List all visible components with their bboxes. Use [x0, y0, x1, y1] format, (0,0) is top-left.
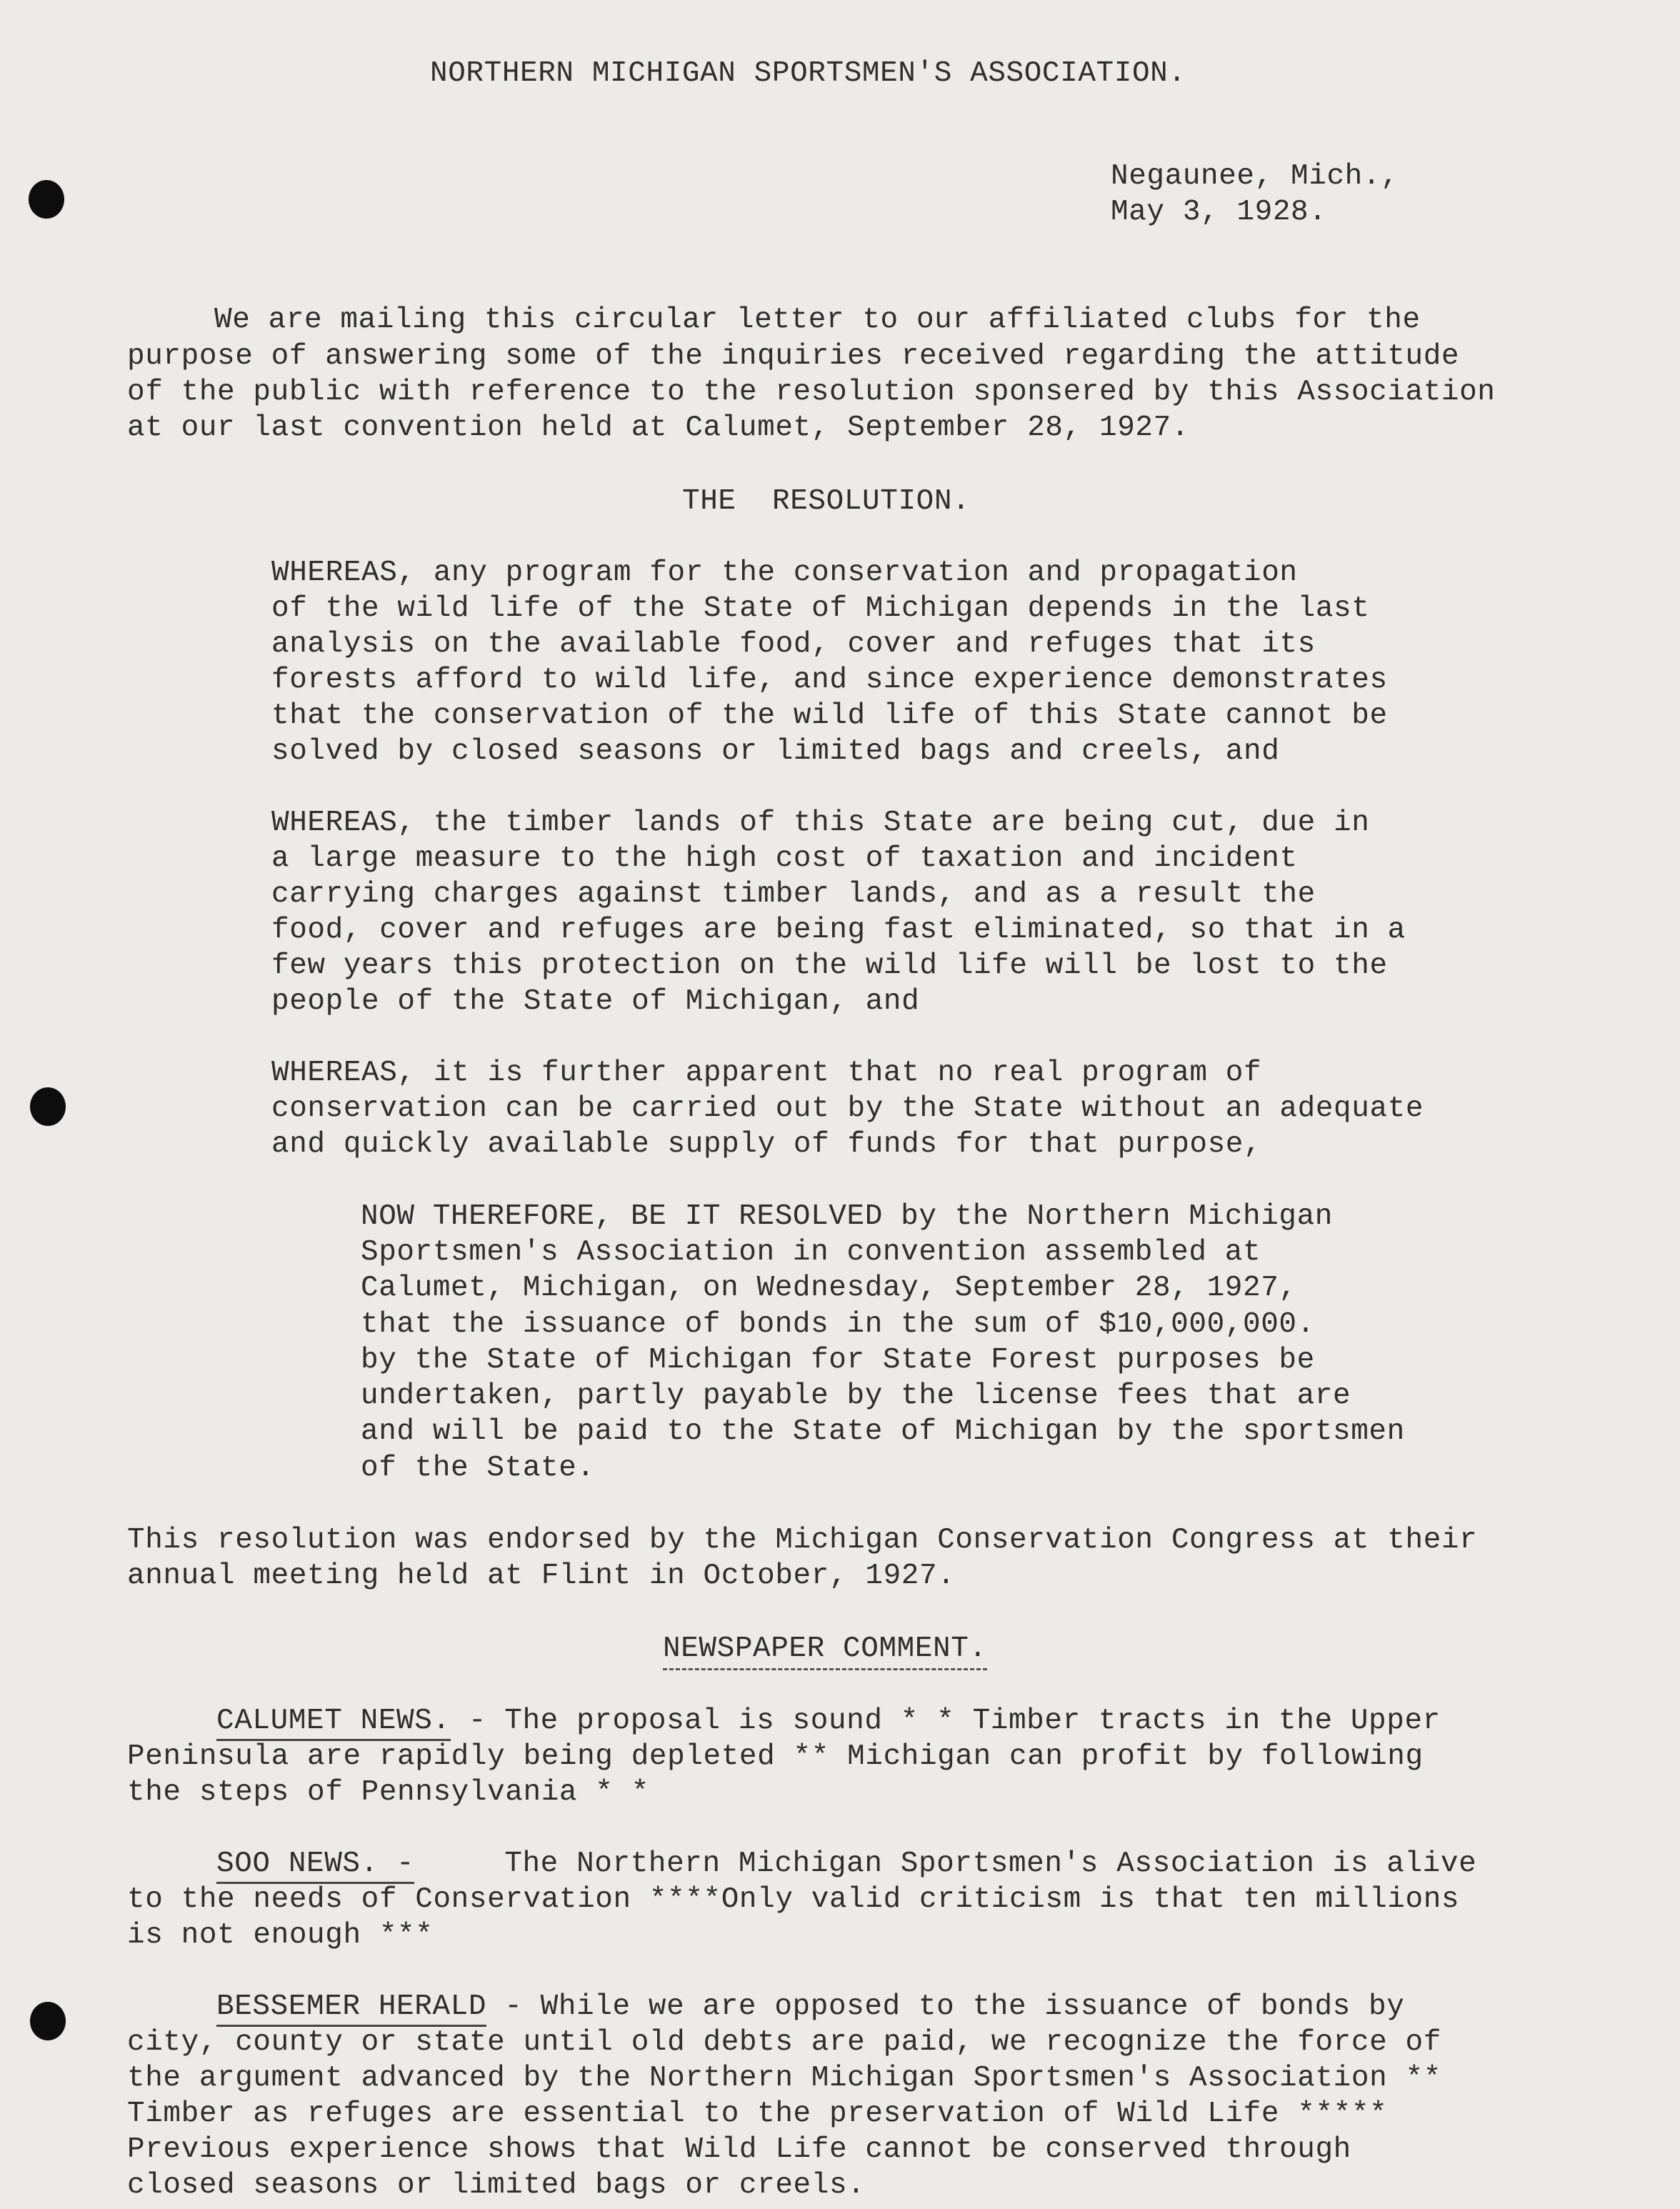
clause-line: WHEREAS, it is further apparent that no real program of [271, 1057, 1262, 1089]
newspaper-source: CALUMET NEWS. [216, 1705, 451, 1741]
comment-first-line [216, 1703, 1441, 1739]
resolved-line: NOW THEREFORE, BE IT RESOLVED by the Northern Michigan [361, 1200, 1334, 1233]
comment-line: the argument advanced by the Northern Michigan Sportsmen's Association ** [127, 2062, 1441, 2095]
comment-text: - While we are opposed to the issuance of bonds by [486, 1990, 1405, 2023]
comment-line: Previous experience shows that Wild Life cannot be conserved through [127, 2133, 1351, 2166]
letterhead: NORTHERN MICHIGAN SPORTSMEN'S ASSOCIATION. [430, 57, 1186, 90]
endorsement-line: This resolution was endorsed by the Michigan Conservation Congress at their [127, 1524, 1478, 1557]
resolution-heading: THE RESOLUTION. [682, 485, 971, 518]
comment-line: closed seasons or limited bags or creels. [127, 2169, 866, 2202]
comment-line: the steps of Pennsylvania * * [127, 1776, 649, 1809]
comment-text: - The proposal is sound * * Timber tracts in the Upper [450, 1705, 1441, 1737]
place-line: Negaunee, Mich., [1111, 160, 1399, 193]
comment-first-line [216, 1989, 1404, 2025]
resolved-line: Calumet, Michigan, on Wednesday, September 28, 1927, [361, 1272, 1297, 1305]
intro-line: of the public with reference to the resolution sponsered by this Association [127, 376, 1496, 409]
comment-line: to the needs of Conservation ****Only valid criticism is that ten millions [127, 1883, 1460, 1916]
comment-line: Timber as refuges are essential to the preservation of Wild Life ***** [127, 2098, 1388, 2130]
comment-first-line [216, 1846, 1476, 1882]
intro-line: at our last convention held at Calumet, September 28, 1927. [127, 412, 1190, 444]
resolved-line: and will be paid to the State of Michigan by the sportsmen [361, 1415, 1405, 1448]
resolved-line: that the issuance of bonds in the sum of $10,000,000. [361, 1308, 1315, 1341]
clause-line: conservation can be carried out by the State without an adequate [271, 1092, 1424, 1125]
resolved-line: of the State. [361, 1452, 595, 1485]
resolved-line: by the State of Michigan for State Forest purposes be [361, 1344, 1315, 1377]
endorsement-line: annual meeting held at Flint in October, 1927. [127, 1560, 956, 1592]
clause-line: food, cover and refuges are being fast eliminated, so that in a [271, 914, 1406, 947]
resolved-line: undertaken, partly payable by the license fees that are [361, 1380, 1351, 1412]
clause-line: that the conservation of the wild life of this State cannot be [271, 699, 1388, 732]
newspaper-source: BESSEMER HERALD [216, 1990, 486, 2027]
clause-line: WHEREAS, any program for the conservation and propagation [271, 557, 1298, 589]
clause-line: a large measure to the high cost of taxation and incident [271, 842, 1298, 875]
newspaper-source: SOO NEWS. - [216, 1848, 414, 1884]
clause-line: WHEREAS, the timber lands of this State are being cut, due in [271, 807, 1370, 839]
clause-line: few years this protection on the wild life will be lost to the [271, 949, 1388, 982]
intro-line: We are mailing this circular letter to our affiliated clubs for the [214, 304, 1421, 336]
date-line: May 3, 1928. [1111, 196, 1327, 229]
comment-line: is not enough *** [127, 1919, 434, 1952]
clause-line: of the wild life of the State of Michigan depends in the last [271, 592, 1370, 625]
clause-line: forests afford to wild life, and since experience demonstrates [271, 664, 1388, 697]
comment-line: Peninsula are rapidly being depleted ** Michigan can profit by following [127, 1740, 1424, 1773]
intro-line: purpose of answering some of the inquiries received regarding the attitude [127, 340, 1460, 373]
resolved-line: Sportsmen's Association in convention assembled at [361, 1236, 1261, 1269]
comment-text: The Northern Michigan Sportsmen's Association is alive [414, 1848, 1477, 1880]
newspaper-heading [663, 1631, 987, 1667]
punch-hole-top [29, 180, 64, 219]
comment-line: city, county or state until old debts are paid, we recognize the force of [127, 2026, 1441, 2059]
clause-line: solved by closed seasons or limited bags and creels, and [271, 735, 1280, 768]
newspaper-heading-text: NEWSPAPER COMMENT. [663, 1632, 987, 1670]
clause-line: carrying charges against timber lands, and as a result the [271, 878, 1316, 911]
clause-line: and quickly available supply of funds for that purpose, [271, 1128, 1262, 1161]
punch-hole-middle [30, 1087, 66, 1126]
clause-line: analysis on the available food, cover and refuges that its [271, 628, 1316, 661]
clause-line: people of the State of Michigan, and [271, 985, 920, 1018]
punch-hole-bottom [30, 2002, 66, 2040]
